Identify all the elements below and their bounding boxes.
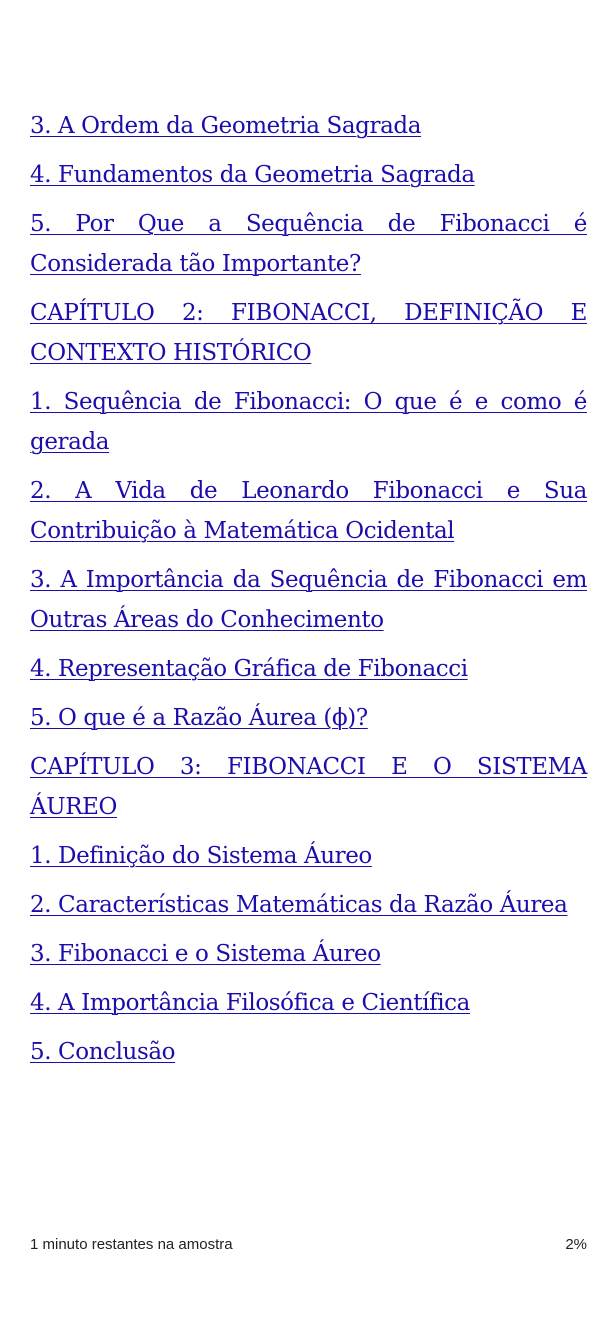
toc-link[interactable]: 5. O que é a Razão Áurea (ϕ)? [30,705,368,731]
toc-item [30,155,587,195]
toc-chapter [30,293,587,373]
remaining-time-text: 1 minuto restantes na amostra [30,1235,233,1253]
toc-link[interactable]: 4. Representação Gráfica de Fibonacci [30,656,468,682]
toc-item [30,934,587,974]
toc-link[interactable]: 4. A Importância Filosófica e Científica [30,990,470,1016]
toc-chapter-link[interactable]: CAPÍTULO 3: FIBONACCI E O SISTEMA ÁUREO [30,754,587,820]
toc-link[interactable]: 2. Características Matemáticas da Razão Áurea [30,892,568,918]
toc-link[interactable]: 3. A Importância da Sequência de Fibonacci em Outras Áreas do Conhecimento [30,567,587,633]
toc-link[interactable]: 3. A Ordem da Geometria Sagrada [30,113,422,139]
toc-item [30,1032,587,1072]
toc-link[interactable]: 4. Fundamentos da Geometria Sagrada [30,162,475,188]
toc-item [30,698,587,738]
toc-link[interactable]: 5. Por Que a Sequência de Fibonacci é Considerada tão Importante? [30,211,587,277]
progress-percentage: 2% [565,1235,587,1253]
toc-link[interactable]: 1. Definição do Sistema Áureo [30,843,372,869]
toc-item [30,836,587,876]
toc-chapter [30,747,587,827]
toc-chapter-link[interactable]: CAPÍTULO 2: FIBONACCI, DEFINIÇÃO E CONTEXTO HISTÓRICO [30,300,587,366]
toc-link[interactable]: 5. Conclusão [30,1039,176,1065]
toc-item [30,885,587,925]
toc-link[interactable]: 3. Fibonacci e o Sistema Áureo [30,941,381,967]
toc-link[interactable]: 1. Sequência de Fibonacci: O que é e como é gerada [30,389,587,455]
toc-item [30,382,587,462]
reading-footer [30,1232,587,1256]
toc-item [30,560,587,640]
table-of-contents [30,106,587,1081]
toc-item [30,983,587,1023]
toc-item [30,471,587,551]
toc-item [30,204,587,284]
toc-item [30,649,587,689]
toc-link[interactable]: 2. A Vida de Leonardo Fibonacci e Sua Contribuição à Matemática Ocidental [30,478,587,544]
toc-item [30,106,587,146]
